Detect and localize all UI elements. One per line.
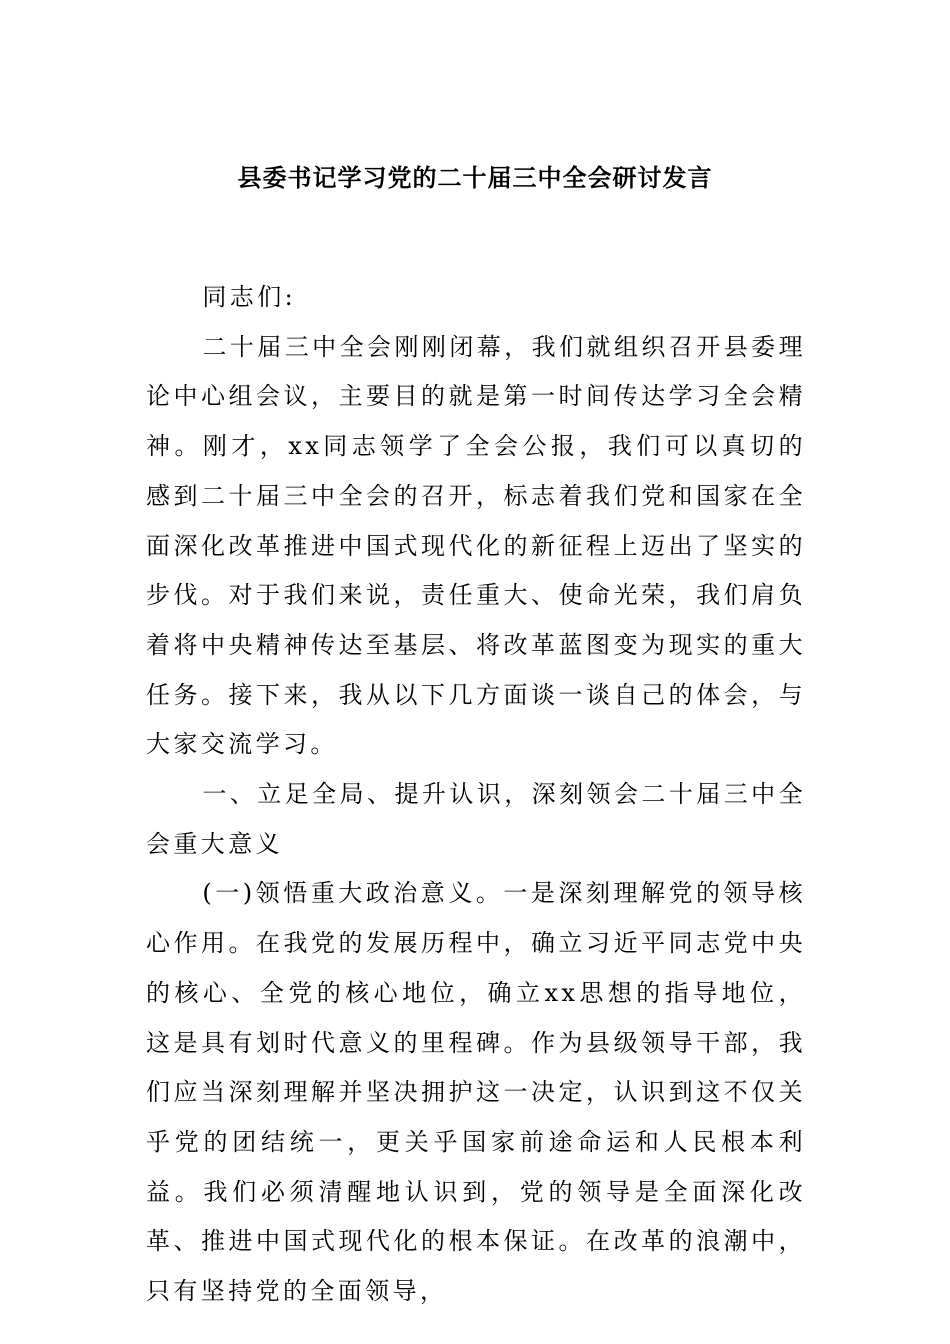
document-body	[146, 273, 806, 1317]
section-heading-one: 一、立足全局、提升认识，深刻领会二十届三中全会重大意义	[146, 780, 806, 858]
salutation: 同志们:	[202, 283, 297, 311]
paragraph-intro: 二十届三中全会刚刚闭幕，我们就组织召开县委理论中心组会议，主要目的就是第一时间传达学习全会精神。刚才，xx同志领学了全会公报，我们可以真切的感到二十届三中全会的召开，标志着我们党和国家在全面深化改革推进中国式现代化的新征程上迈出了坚实的步伐。对于我们来说，责任重大、使命光荣，我们肩负着将中央精神传达至基层、将改革蓝图变为现实的重大任务。接下来，我从以下几方面谈一谈自己的体会，与大家交流学习。	[146, 332, 806, 759]
document-title: 县委书记学习党的二十届三中全会研讨发言	[237, 163, 713, 192]
paragraph-political-significance: (一)领悟重大政治意义。一是深刻理解党的领导核心作用。在我党的发展历程中，确立习近平同志党中央的核心、全党的核心地位，确立xx思想的指导地位，这是具有划时代意义的里程碑。作为县级领导干部，我们应当深刻理解并坚决拥护这一决定，认识到这不仅关乎党的团结统一，更关乎国家前途命运和人民根本利益。我们必须清醒地认识到，党的领导是全面深化改革、推进中国式现代化的根本保证。在改革的浪潮中，只有坚持党的全面领导，	[146, 879, 806, 1306]
